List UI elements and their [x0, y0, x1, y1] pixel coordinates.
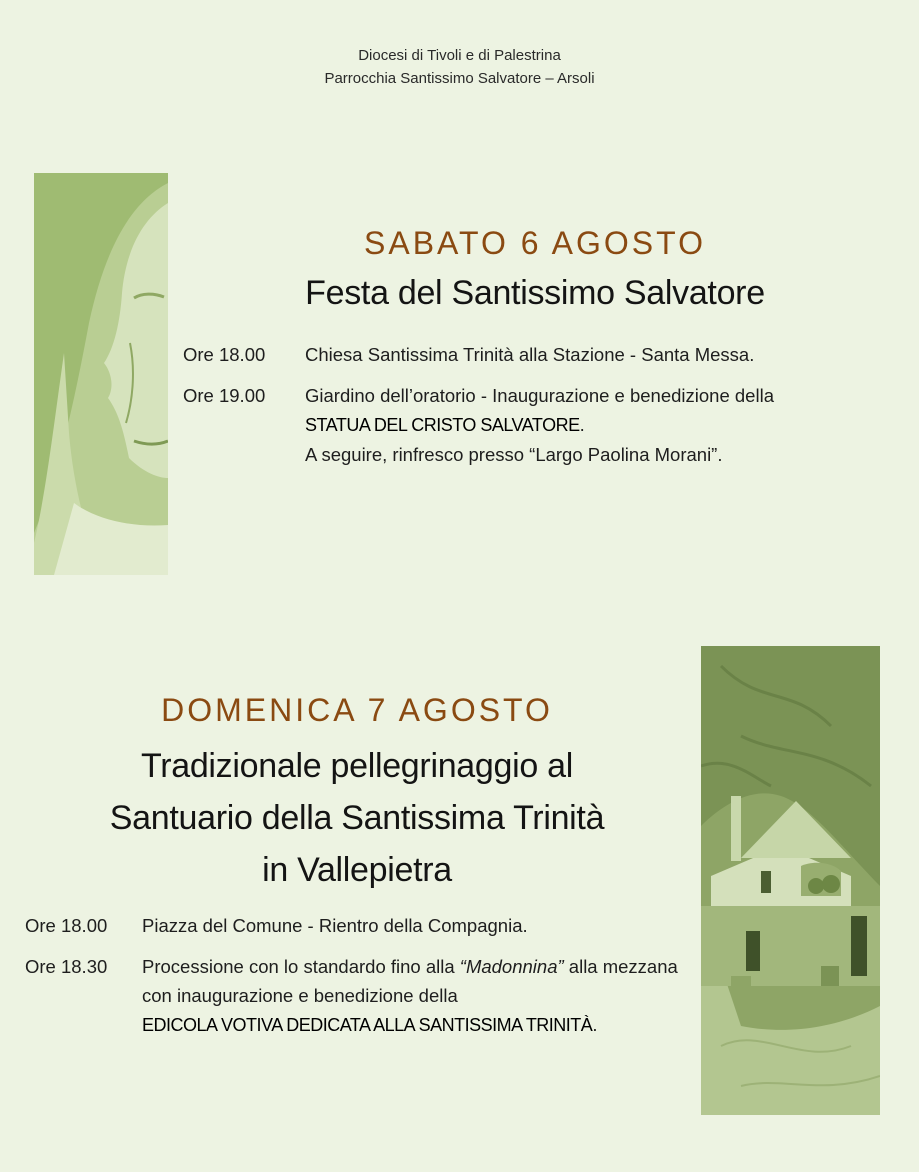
- christ-statue-image: [34, 173, 168, 575]
- schedule-description: Chiesa Santissima Trinità alla Stazione - Santa Messa.: [305, 344, 755, 365]
- schedule-item: [183, 381, 863, 469]
- schedule-item: [25, 952, 685, 1040]
- schedule-text: Giardino dell’oratorio - Inaugurazione e benedizione della: [305, 385, 774, 406]
- event2-title-line: in Vallepietra: [262, 851, 452, 889]
- madonnina-italic: “Madonnina”: [459, 956, 564, 977]
- schedule-text: A seguire, rinfresco presso “Largo Paolina Morani”.: [305, 444, 723, 465]
- schedule-item: [25, 911, 685, 940]
- event2-title-line: Tradizionale pellegrinaggio al: [140, 747, 574, 785]
- schedule-text: .: [592, 1014, 598, 1035]
- event2-title-line: Santuario della Santissima Trinità: [109, 799, 605, 837]
- event2-date: DOMENICA 7 AGOSTO: [161, 692, 553, 728]
- shrine-highlight: EDICOLA VOTIVA DEDICATA ALLA SANTISSIMA TRINITÀ: [142, 1015, 593, 1035]
- event2-title: [40, 740, 674, 896]
- event1-schedule: [183, 340, 863, 481]
- event2-schedule: [25, 911, 685, 1052]
- diocese-header: [0, 44, 919, 90]
- schedule-time: Ore 18.00: [183, 344, 266, 365]
- diocese-name: Diocesi di Tivoli e di Palestrina: [358, 47, 561, 64]
- schedule-item: [183, 340, 863, 369]
- schedule-time: Ore 18.30: [25, 956, 108, 977]
- schedule-time: Ore 18.00: [25, 915, 108, 936]
- event1-date: SABATO 6 AGOSTO: [364, 225, 706, 261]
- event1-title: Festa del Santissimo Salvatore: [305, 274, 765, 312]
- schedule-text: alla mezzana con inaugurazione e benedizione della: [142, 956, 678, 1006]
- schedule-description: Piazza del Comune - Rientro della Compagnia.: [142, 915, 528, 936]
- schedule-time: Ore 19.00: [183, 385, 266, 406]
- schedule-description: [305, 381, 863, 469]
- schedule-text: .: [579, 414, 585, 435]
- sanctuary-image: [701, 646, 880, 1115]
- schedule-text: Processione con lo standardo fino alla: [142, 956, 455, 977]
- statue-highlight: STATUA DEL CRISTO SALVATORE: [305, 415, 580, 435]
- parish-name: Parrocchia Santissimo Salvatore – Arsoli: [324, 70, 595, 87]
- schedule-description: [142, 952, 685, 1040]
